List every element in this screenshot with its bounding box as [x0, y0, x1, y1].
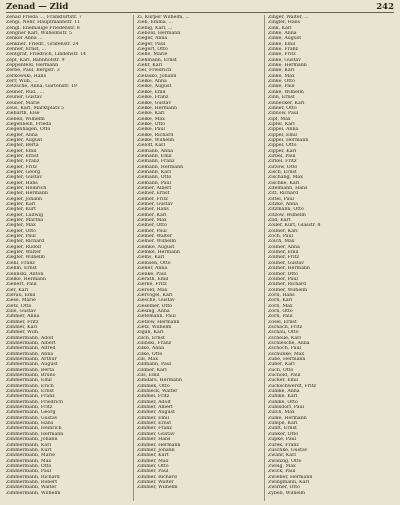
directory-entry: Ziebarth, Else — [6, 111, 40, 117]
page-number: 242 — [376, 2, 394, 12]
directory-entry: Zschunke, Max — [268, 351, 305, 357]
directory-entry: Zöllner, Anna — [268, 244, 300, 250]
directory-entry: Zschau, Otto — [268, 330, 299, 336]
directory-entry: Zielke, August — [137, 84, 172, 90]
directory-entry: Ziel, Friedrich — [137, 68, 172, 74]
directory-entry: Zielke, Paul — [137, 127, 165, 133]
directory-entry: Ziehl, Franz — [6, 260, 35, 266]
directory-entry: Zwirner, Otto — [268, 485, 300, 491]
directory-entry: Zierke, Fritz — [137, 282, 167, 288]
directory-entry: Zittel, Paul — [268, 196, 295, 202]
directory-entry: Ziemer, Otto — [137, 223, 167, 229]
directory-entry: Zienke, Paul — [137, 271, 167, 277]
directory-entry: Zille, Gustav — [6, 308, 37, 314]
directory-entry: Zöller, Kurt, Glasstr. 8 — [268, 223, 321, 229]
directory-entry: Zepf, Karl, Bahnhofstr. 9 — [6, 57, 65, 63]
directory-entry: Ziebig, Karl, ... — [137, 25, 173, 31]
directory-entry: Zwahr, Karl — [268, 453, 296, 459]
directory-entry: Ziebell, Wilhelm — [6, 116, 45, 122]
directory-entry: Ziegler, Walter — [6, 250, 42, 256]
directory-entry: Zimmermann, Emil — [6, 378, 52, 384]
directory-entry: Zillmann, Paul — [137, 362, 172, 368]
directory-entry: Zieger, Anna — [137, 36, 168, 42]
directory-entry: Ziegler, Johann — [6, 196, 43, 202]
directory-entry: Zielke, Max — [137, 116, 165, 122]
directory-entry: Zimmer, Paul — [137, 469, 169, 475]
directory-entry: Zilinski, Franz — [137, 340, 172, 346]
directory-entry: Ziegler, Otto — [6, 228, 36, 234]
directory-entry: Zimmer, Emil — [137, 415, 169, 421]
directory-entry: Zinke, Franz — [268, 47, 299, 53]
directory-entry: Zilke, Otto — [137, 351, 163, 357]
directory-entry: Ziemann, Franz — [137, 159, 175, 165]
directory-entry: Zscheile, Karl — [268, 335, 301, 341]
directory-entry: Zimmer, Hans — [137, 437, 171, 443]
column-divider — [133, 15, 134, 501]
directory-entry: Zimmermann, Erich — [6, 383, 54, 389]
directory-entry: Ziemsen, Otto — [137, 260, 171, 266]
directory-entry: Zielke, Anna — [137, 79, 167, 85]
directory-entry: Zimmer, Ernst — [137, 421, 172, 427]
directory-entry: Zeus, Karl, Marktplatz 5 — [6, 105, 65, 111]
directory-entry: Zimmer, Hermann — [137, 442, 181, 448]
directory-entry: Ziener, Anna — [137, 266, 168, 272]
directory-entry: Zuchold, Paul — [268, 373, 301, 379]
directory-entry: Zenkner, Friedr., Grafenstr. 24 — [6, 41, 79, 47]
directory-entry: Ziegler, Kurt — [6, 207, 37, 213]
directory-entry: Ziegler, Fritz — [6, 164, 37, 170]
directory-entry: Ziegler, Franz — [6, 159, 40, 165]
directory-entry: Zorn, Otto — [268, 308, 293, 314]
directory-entry: Zinke, Fritz — [268, 52, 296, 58]
directory-entry: Zurek, Franz — [268, 442, 299, 448]
column-1 — [6, 15, 131, 501]
directory-entry: Zimmer, August — [137, 410, 175, 416]
directory-entry: Ziegler, Emil — [6, 148, 37, 154]
directory-entry: Zorn, Karl — [268, 298, 293, 304]
directory-entry: Ziegler, Hans — [6, 180, 38, 186]
directory-entry: Zimmer, Karl — [6, 324, 38, 330]
directory-entry: Zielke, Hermann — [6, 276, 47, 282]
directory-entry: Zielke, Franz — [137, 95, 169, 101]
directory-entry: Zielinski, Anton — [6, 271, 44, 277]
directory-entry: Ziemke, August — [137, 244, 175, 250]
directory-entry: Ziegler, Heinrich — [6, 186, 47, 191]
directory-entry: Zimmermann, Hans — [6, 421, 54, 427]
directory-entry: Ziesche, Gustav — [137, 298, 175, 304]
directory-entry: Zimmermann, Alfred — [6, 346, 56, 352]
directory-entry: Zeuner, Rud., ... — [6, 89, 45, 95]
directory-entry: Zerkowski, Hans — [6, 73, 46, 79]
directory-entry: Zwingmann, Karl — [268, 479, 310, 485]
directory-entry: Zosel, Ernst — [268, 319, 297, 325]
directory-entry: Ziehe, Marie — [137, 52, 168, 58]
directory-entry: Zöllner, Paul — [268, 276, 298, 282]
directory-entry: Ziegler, Ludwig — [6, 212, 44, 218]
directory-entry: Zenad Frieda ..., Frankfurtstr. 7 — [6, 15, 82, 20]
directory-entry: Zimmermann, Wilhelm — [6, 490, 61, 496]
directory-entry: Zinn, Ernst — [268, 95, 295, 101]
directory-entry: Ziemann, Otto — [137, 175, 172, 181]
directory-entry: Zimmer, Richard — [137, 474, 177, 480]
directory-entry: Zinke, Karl — [268, 68, 295, 74]
header-rule — [6, 12, 394, 13]
directory-entry: Ziervogel, Karl — [137, 292, 173, 298]
directory-entry: Zielke, Emil — [137, 89, 166, 95]
directory-entry: Zilke, Anna — [137, 346, 165, 352]
directory-entry: Ziehm, Ernst — [6, 266, 37, 272]
directory-entry: Zschoch, Paul — [268, 346, 302, 352]
directory-entry: Zi, Kürper Wilhelm, ... — [137, 15, 190, 20]
directory-entry: Zimmer, Johann — [137, 447, 175, 453]
directory-entry: Ziegler, Anna — [6, 132, 38, 138]
directory-entry: Zerbe, Paul, Bergstr. 3 — [6, 68, 60, 74]
directory-entry: Ziegenhagen, Otto — [6, 127, 51, 133]
directory-entry: Zirkel, Fritz — [268, 159, 297, 165]
directory-entry: Zorn, Hans — [268, 292, 295, 298]
directory-entry: Zorn, Max — [268, 303, 293, 309]
directory-entry: Ziegler, Paul — [6, 234, 36, 240]
directory-entry: Zimmermann, Anna — [6, 351, 54, 357]
directory-entry: Zinke, Max — [268, 73, 295, 79]
directory-entry: Ziemke, Hermann — [137, 250, 180, 256]
directory-entry: Zirbel, Paul — [268, 153, 296, 159]
directory-entry: Zischke, Karl — [268, 180, 300, 186]
directory-entry: Zielke, Otto — [137, 121, 166, 127]
directory-entry: Zimmer, Max — [137, 458, 169, 464]
directory-entry: Zielke, Gustav — [137, 100, 172, 106]
directory-entry: Zimmer, Otto — [137, 463, 169, 469]
directory-entry: Zwick, Paul — [268, 469, 296, 475]
directory-entry: Zengl, Ehemalige Friedenstr. 8 — [6, 25, 80, 31]
directory-entry: Zienert, Paul — [6, 282, 37, 288]
header-range: Zenad — Zlid — [6, 2, 69, 12]
directory-entry: Zöllner, Hermann — [268, 266, 310, 272]
directory-entry: Ziese, Marie — [6, 298, 36, 304]
directory-entry: Zimmek, Otto — [137, 383, 170, 389]
directory-entry: Ziehr, Karl — [137, 63, 163, 69]
directory-entry: Zengi, Nehr, Hauptmannstr. 11 — [6, 20, 81, 26]
directory-entry: Zielke, Richard — [137, 132, 174, 138]
directory-entry: Zschach, Fritz — [268, 324, 303, 330]
directory-entry: Zetzsche, Anna, Gartenstr. 19 — [6, 84, 77, 90]
directory-entry: Zielke, Wilhelm — [137, 137, 175, 143]
directory-entry: Zierau, Emil — [6, 292, 36, 298]
directory-entry: Zipper, Karl — [268, 148, 297, 154]
directory-entry: Ziemer, Ernst — [137, 191, 170, 197]
directory-entry: Ziegert, Otto — [137, 47, 168, 53]
directory-entry: Zinke, Paul — [268, 84, 295, 90]
directory-entry: Zinnow, Paul — [268, 111, 299, 117]
directory-entry: Zinke, Emil — [268, 41, 296, 47]
directory-entry: Zülke, Hermann — [268, 415, 307, 421]
directory-entry: Zimmer, Wilhelm — [137, 485, 178, 491]
directory-entry: Zimmermann, Max — [6, 458, 52, 464]
directory-entry: Zimmermann, Walter — [6, 485, 57, 491]
directory-entry: Zipfel, Karl — [268, 121, 295, 127]
directory-entry: Zimmermann, Albert — [6, 340, 56, 346]
directory-entry: Ziegler, August — [6, 137, 43, 143]
directory-entry: Zielasko, Johann — [137, 73, 177, 79]
directory-entry: Zink, Karl — [268, 25, 292, 31]
directory-entry: Zimdars, Hermann — [137, 378, 183, 384]
directory-entry: Ziemer, Paul — [137, 228, 167, 234]
directory-entry: Zühlke, Otto — [268, 399, 298, 405]
directory-entry: Zipf, Max — [268, 116, 291, 122]
directory-entry: Zimmer, Adolf — [137, 399, 171, 405]
directory-entry: Zils, Emil — [137, 373, 160, 379]
directory-entry: Zinke, Anna — [268, 31, 297, 37]
directory-entry: Zimmermann, Paul — [6, 469, 52, 475]
directory-entry: Zinner, Otto — [268, 105, 297, 111]
directory-entry: Zimmermann, Ernst — [6, 389, 54, 395]
directory-entry: Zucker, Emil — [268, 378, 299, 384]
directory-entry: Zentgraf, Friedrich, Lindenstr. 14 — [6, 52, 87, 58]
directory-entry: Zinger, Walter, ... — [268, 15, 309, 20]
directory-entry: Ziegler, Karl — [6, 202, 36, 208]
directory-entry: Zimmer, Franz — [137, 426, 172, 432]
directory-entry: Ziegler, Martha — [6, 218, 44, 224]
directory-entry: Zinke, August — [268, 36, 302, 42]
directory-entry: Zölch, Max — [268, 239, 295, 245]
directory-entry: Zitzow, Wilhelm — [268, 212, 306, 218]
directory-entry: Zimmermann, Berta — [6, 367, 55, 373]
directory-entry: Zybell, Wilhelm — [268, 490, 306, 496]
directory-entry: Zimmer, Albert — [137, 405, 173, 411]
directory-entry: Zuschke, Gustav — [268, 447, 308, 453]
directory-entry: Zinke, Gustav — [268, 57, 301, 63]
directory-entry: Zöllner, Emil — [268, 250, 299, 256]
directory-entry: Zielke, Hermann — [137, 105, 178, 111]
directory-entry: Zinke, Otto — [268, 79, 295, 85]
directory-entry: Zuckschwerdt, Fritz — [268, 383, 317, 389]
directory-entry: Zwanzig, Otto — [268, 458, 302, 464]
directory-entry: Zimmermann, Bruno — [6, 373, 56, 379]
directory-entry: Ziemer, Wilhelm — [137, 239, 176, 245]
directory-entry: Zerr, Wilh., ... — [6, 79, 39, 85]
directory-entry: Zöllner, Otto — [268, 271, 299, 277]
directory-entry: Zupke, Paul — [268, 437, 297, 443]
directory-entry: Zweig, Max — [268, 463, 296, 469]
directory-entry: Ziemer, Max — [137, 218, 167, 224]
directory-entry: Zube, Hermann — [268, 357, 306, 362]
directory-entry: Zülch, Max — [268, 410, 295, 416]
directory-entry: Ziesing, Anna — [137, 308, 170, 314]
directory-entry: Zimmermann, Friedrich — [6, 399, 64, 405]
directory-entry: Zeuner, Marie — [6, 100, 40, 106]
directory-entry: Ziegler, Richard — [6, 239, 45, 245]
directory-entry: Zimmermann, Arthur — [6, 357, 57, 362]
directory-entry: Zunft, Ernst — [268, 426, 297, 432]
directory-entry: Zieger, Paul — [137, 41, 166, 47]
directory-entry: Ziegler, Georg — [6, 169, 41, 175]
directory-entry: Zill, Max — [137, 357, 158, 362]
directory-entry: Zitt, Richard — [268, 191, 299, 197]
directory-entry: Zitelmann, Hans — [268, 186, 308, 191]
directory-entry: Ziemann, Anna — [137, 148, 174, 154]
directory-entry: Ziegler, Wilhelm — [6, 255, 45, 261]
directory-entry: Ziebold, Hermann — [137, 31, 181, 37]
directory-entry: Zitzke, Anna — [268, 202, 298, 208]
directory-entry: Zenner, Ernst, ... — [6, 47, 46, 53]
directory-entry: Zimmer, Gustav — [137, 431, 175, 437]
directory-entry: Zimmer, Kurt — [137, 453, 169, 459]
directory-entry: Zühlke, Anna — [268, 389, 300, 395]
directory-entry: Zippel, Anna — [268, 127, 299, 133]
directory-entry: Zimmermann, Heinrich — [6, 426, 62, 432]
directory-entry: Ziemer, Walter — [137, 234, 173, 240]
directory-entry: Ziemann, Paul — [137, 180, 172, 186]
directory-entry: Ziegler, Berta — [6, 143, 39, 149]
directory-entry: Zeppenfeld, Hermann — [6, 63, 59, 69]
directory-entry: Ziehmann, Ernst — [137, 57, 177, 63]
directory-entry: Zippel, Otto — [268, 143, 297, 149]
directory-entry: Zierath, Emil — [137, 276, 169, 282]
directory-entry: Zinke, Hermann — [268, 63, 307, 69]
directory-entry: Zöllner, Karl — [268, 228, 298, 234]
directory-entry: Zuber, Karl — [268, 362, 295, 368]
directory-entry: Zietz, Wilhelm — [137, 324, 172, 330]
directory-entry: Ziemer, Gustav — [137, 202, 173, 208]
directory-entry: Zilch, Ernst — [137, 335, 165, 341]
directory-entry: Zengner Karl, Wilhelmstr. 5 — [6, 31, 73, 37]
directory-entry: Zinke, Wilhelm — [268, 89, 304, 95]
directory-entry: Ziegler, Max — [6, 223, 36, 229]
directory-entry: Zitzmann, Otto — [268, 207, 304, 213]
directory-entry: Zippel, Emil — [268, 132, 297, 138]
directory-entry: Zwiener, Hermann — [268, 474, 313, 480]
directory-entry: Zimmermann, Otto — [6, 463, 52, 469]
directory-entry: Ziems, Karl — [137, 255, 165, 261]
directory-entry: Ziegler, Hermann — [6, 191, 48, 197]
directory-entry: Zietlow, Hermann — [137, 319, 180, 325]
directory-entry: Ziemer, Hans — [137, 207, 169, 213]
directory-entry: Ziegenbein, Frieda — [6, 121, 52, 127]
directory-entry: Zietz, Otto — [6, 303, 32, 309]
directory-entry: Zimmermann, Hermann — [6, 431, 64, 437]
column-2 — [137, 15, 262, 501]
directory-entry: Zöllner, Richard — [268, 282, 307, 288]
directory-entry: Zunker, Otto — [268, 431, 299, 437]
directory-entry: Zlid, Kurt — [268, 218, 291, 224]
directory-entry: Zimmermann, Robert — [6, 479, 58, 485]
directory-entry: Zigan, Karl — [137, 330, 164, 336]
directory-entry: Zippel, Hermann — [268, 137, 309, 143]
directory-entry: Zillmer, Karl — [137, 367, 167, 373]
directory-entry: Zieb, Emma, ... — [137, 20, 174, 26]
directory-entry: Zimmermann, Fritz — [6, 405, 53, 411]
directory-entry: Zischang, Max — [268, 175, 303, 181]
directory-entry: Zimmermann, Richard — [6, 474, 60, 480]
directory-entry: Zoch, Paul — [268, 234, 293, 240]
directory-entry: Zimmer, Fritz — [6, 319, 39, 325]
directory-entry: Zöllner, Gustav — [268, 260, 305, 266]
directory-entry: Ziemer, Albert — [137, 186, 172, 191]
directory-entry: Zöllner, Wilhelm — [268, 287, 308, 293]
directory-entry: Ziegler, Gustav — [6, 175, 43, 181]
directory-entry: Ziemer, Fritz — [137, 196, 168, 202]
column-divider — [264, 15, 265, 501]
directory-entry: Zier, Karl — [6, 287, 29, 293]
directory-entry: Zielke, Karl — [137, 111, 165, 117]
directory-entry: Zimmermann, Georg — [6, 410, 56, 416]
directory-entry: Ziemer, Karl — [137, 212, 167, 218]
directory-entry: Zimmeck, Walter — [137, 389, 178, 395]
directory-entry: Zorn, Paul — [268, 314, 293, 320]
directory-entry: Zimmermann, Karl — [6, 442, 51, 448]
column-3 — [268, 15, 393, 501]
directory-entry: Ziemann, Karl — [137, 169, 171, 175]
directory-entry: Zeuner, Gustav — [6, 95, 43, 101]
directory-entry: Zimmermann, Gustav — [6, 415, 58, 421]
directory-entry: Zirzow, Otto — [268, 164, 298, 170]
directory-entry: Zingler, Hans — [268, 20, 301, 26]
directory-entry: Zühlsdorf, Paul — [268, 405, 305, 411]
directory-entry: Zimmer, Anna — [6, 314, 40, 320]
directory-entry: Zimmermann, August — [6, 362, 58, 368]
directory-entry: Zimmermann, Franz — [6, 394, 55, 400]
directory-entry: Ziegler, Ernst — [6, 153, 39, 159]
directory-entry: Ziemann, Emil — [137, 153, 172, 159]
directory-entry: Zimmel, Fritz — [137, 394, 170, 400]
directory-entry: Zimmermann, Adolf — [6, 335, 54, 341]
directory-entry: Zöllner, Fritz — [268, 255, 299, 261]
directory-entry: Zietemann, Paul — [137, 314, 176, 320]
directory-entry: Zimmermann, Marie — [6, 453, 56, 459]
directory-entry: Zschiesche, Anna — [268, 340, 310, 346]
directory-entry: Zumpe, Karl — [268, 421, 298, 427]
directory-entry: Zisch, Ernst — [268, 169, 297, 175]
directory-entry: Zenker Anna ... — [6, 36, 43, 42]
directory-entry: Zimmer, Walter — [137, 479, 174, 485]
directory-entry: Zimmermann, Kurt — [6, 447, 52, 453]
directory-entry: Zimmermann, Johann — [6, 437, 58, 443]
directory-entry: Zuch, Otto — [268, 367, 294, 373]
directory-entry: Zierold, Max — [137, 287, 168, 293]
directory-entry: Ziegler, Rudolf — [6, 244, 42, 250]
directory-entry: Ziesemer, Otto — [137, 303, 173, 309]
directory-entry: Zinnecker, Karl — [268, 100, 305, 106]
directory-entry: Ziemann, Hermann — [137, 164, 184, 170]
directory-entry: Zühlke, Karl — [268, 394, 298, 400]
directory-entry: Zimmer, Wilh. — [6, 330, 40, 336]
directory-entry: Zieloff, Karl — [137, 143, 166, 149]
